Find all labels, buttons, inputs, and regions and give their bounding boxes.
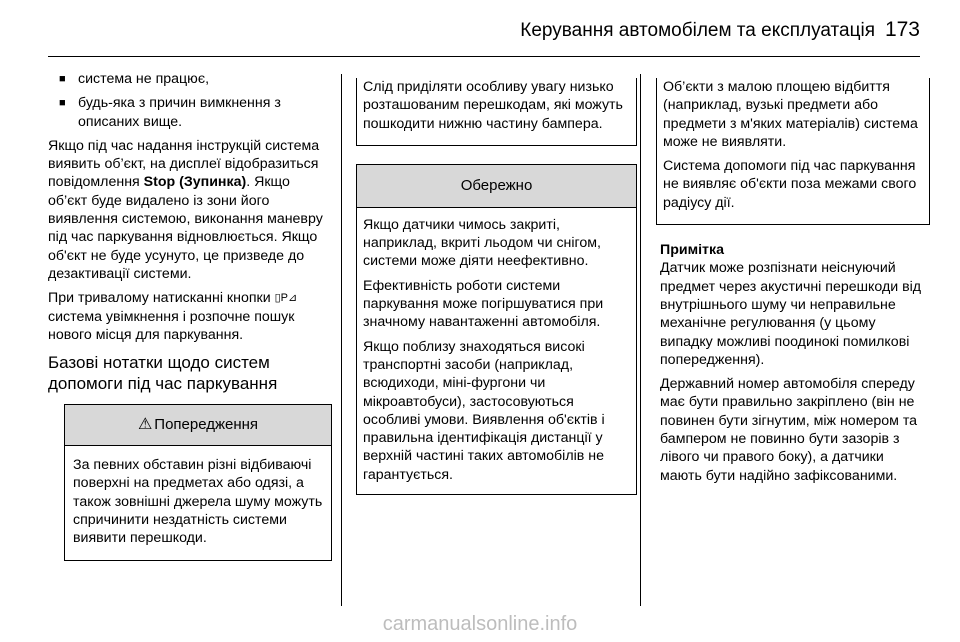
caution-box-header [356, 164, 637, 208]
warning-box-continued: Слід приділяти особливу увагу низько розташованим перешкодам, які можуть пошкодити нижню частину бампера. [356, 78, 637, 146]
caution-title: Обережно [460, 176, 533, 194]
caution-box-continued: Об’єкти з малою площею відбиття (наприклад, вузькі предмети або предмети з м'яких матеріалів) система може не виявляти. Система допомоги під час паркування не виявляє об'єкти поза межами свого радіусу дії. [656, 78, 930, 225]
parking-assist-button-icon: ▯P⊿ [274, 292, 298, 305]
page-number: 173 [884, 18, 920, 41]
stop-message: Stop (Зупинка) [143, 174, 247, 191]
warning-box-body: За певних обставин різні відбиваючі поверхні на предметах або одязі, а також зовнішні джерела шуму можуть спричинити нездатність системи виявити перешкоди. [73, 457, 323, 547]
paragraph: Якщо під час надання інструкцій система виявить об’єкт, на дисплеї відобразиться повідомлення Stop (Зупинка). Якщо об’єкт буде видалено із зони його виявлення системою, виконання маневру під час паркування відновлюється. Якщо об'єкт не буде усунуто, це призведе до дезактивації системи. [48, 137, 323, 282]
column-divider-1 [341, 74, 342, 606]
watermark: carmanualsonline.info [382, 613, 578, 635]
square-bullet-icon: ■ [59, 73, 66, 85]
list-item: ■ система не працює, [59, 71, 210, 87]
square-bullet-icon: ■ [59, 97, 66, 110]
page-title: Керування автомобілем та експлуатація [520, 20, 875, 41]
bullet-list [48, 70, 330, 131]
warning-box [64, 404, 332, 560]
column-2 [362, 78, 623, 495]
note-section: Примітка Датчик може розпізнати неіснуючий предмет через акустичні перешкоди від внутрішнього шуму чи неправильне механічне регулювання (у цьому випадку можливі поодинокі помилкові попередження). Державний номер автомобіля спереду має бути правильно закріплено (він не повинен бути зігнутим, між номером та бампером не повинно бути зазорів з лівого чи правого боку), а датчики мають бути надійно зафіксованими. [660, 242, 922, 484]
section-heading: Базові нотатки щодо систем допомоги під час паркування [48, 353, 278, 394]
column-3 [660, 78, 922, 491]
column-1 [48, 70, 330, 561]
caution-box-body: Якщо датчики чимось закриті, наприклад, вкриті льодом чи снігом, системи може діяти неефективно. Ефективність роботи системи паркування може погіршуватися при значному навантаженні автомобіля. Якщо поблизу знаходяться високі транспортні засоби (наприклад, всюдиходи, міні-фургони чи мікроавтобуси), застосовуються особливі умови. Виявлення об'єктів і правильна ідентифікація дистанції у верхній частині таких автомобілів не гарантується. [356, 208, 637, 495]
warning-triangle-icon: ⚠ [137, 416, 153, 433]
warning-box-header [65, 405, 331, 446]
column-divider-2 [640, 74, 641, 606]
warning-title: Попередження [154, 416, 259, 433]
paragraph: При тривалому натисканні кнопки ▯P⊿ система увімкнення і розпочне пошук нового місця для паркування. [48, 290, 298, 343]
page-header [0, 0, 960, 56]
note-label: Примітка [660, 242, 724, 259]
header-divider [48, 56, 920, 57]
list-item: ■ будь-яка з причин вимкнення з описаних вище. [59, 95, 281, 130]
